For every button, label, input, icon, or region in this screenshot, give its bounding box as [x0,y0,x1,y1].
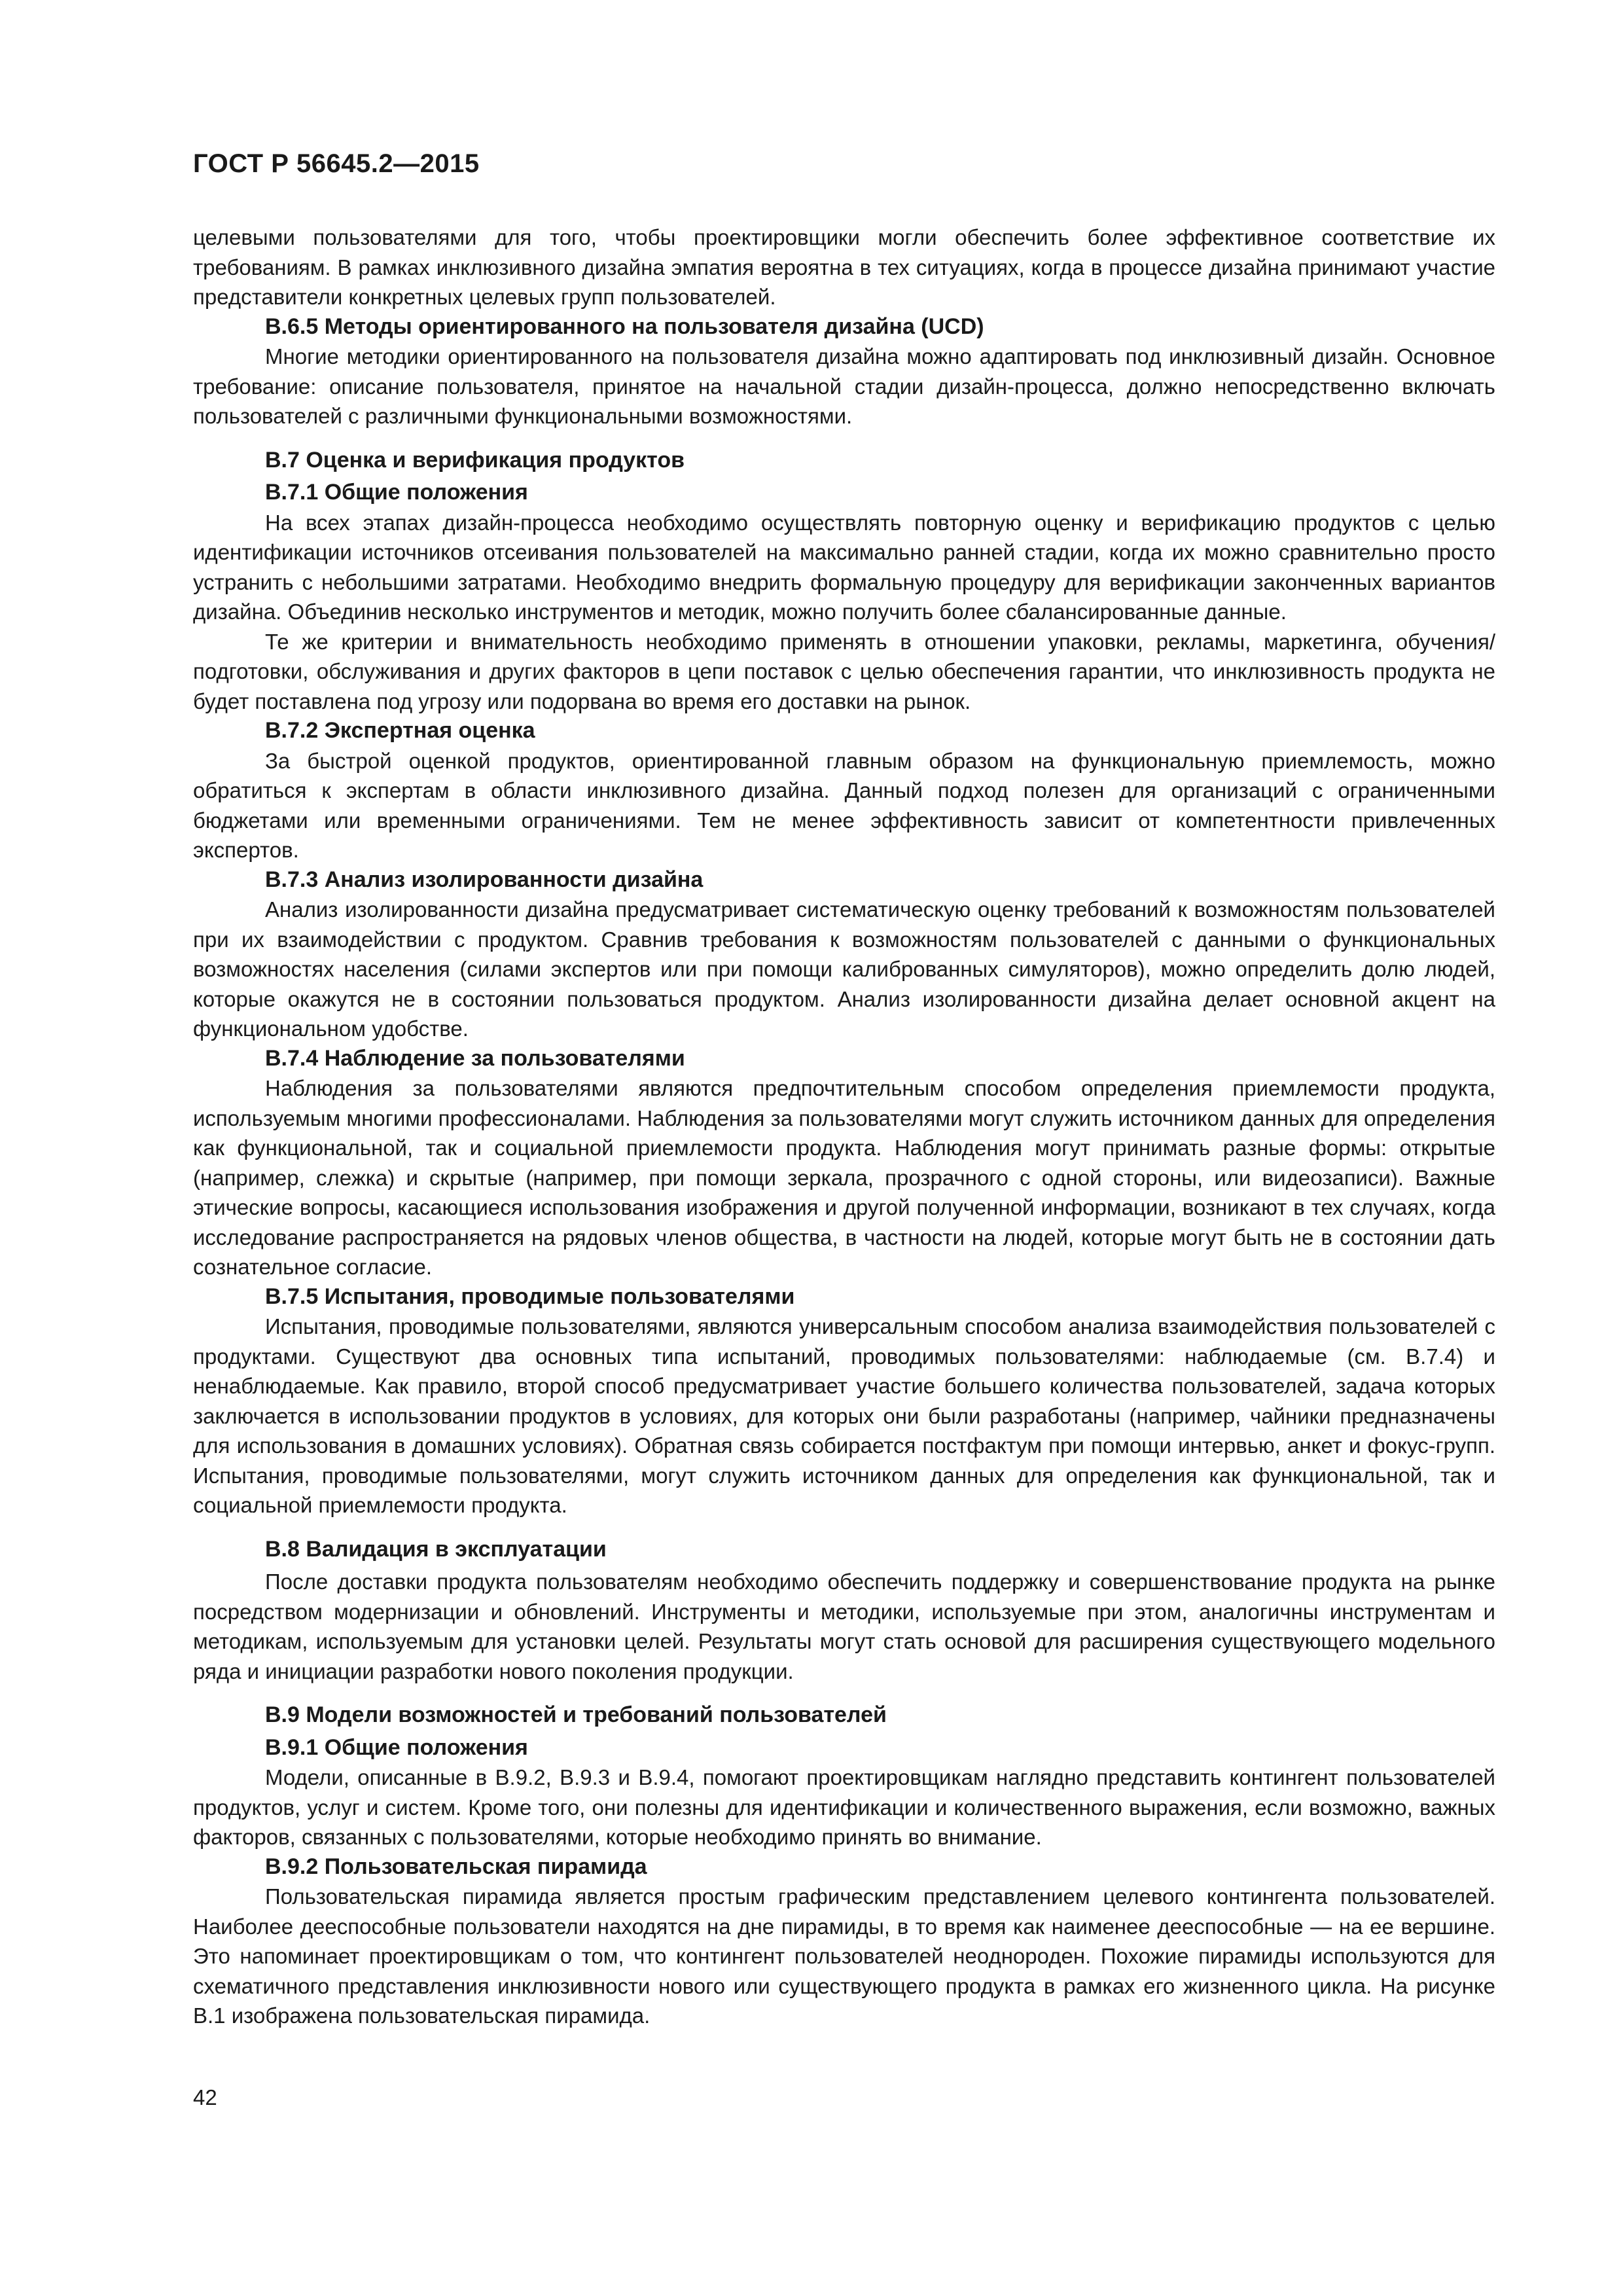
subsection-heading: В.7.2 Экспертная оценка [265,718,535,743]
paragraph: Анализ изолированности дизайна предусматривает систематическую оценку требований к возможностям пользователей при их взаимодействии с продуктом. Сравнив требования к возможностям пользователей с данными о функциональных возможностях населения (силами экспертов или при помощи калиброванных симуляторов), можно определить долю людей, которые окажутся не в состоянии пользоваться продуктом. Анализ изолированности дизайна делает основной акцент на функциональном удобстве. [193,897,1495,1041]
subsection-heading: В.7.1 Общие положения [265,480,528,505]
page-number: 42 [193,2085,217,2109]
subsection-heading: В.9.2 Пользовательская пирамида [265,1854,647,1879]
document-body [193,223,1495,2031]
paragraph: целевыми пользователями для того, чтобы проектировщики могли обеспечить более эффективное соответствие их требованиям. В рамках инклюзивного дизайна эмпатия вероятна в тех ситуациях, когда в процессе дизайна принимают участие представители конкретных целевых групп пользователей. [193,225,1495,309]
paragraph: Многие методики ориентированного на пользователя дизайна можно адаптировать под инклюзивный дизайн. Основное требование: описание пользователя, принятое на начальной стадии дизайн-процесса, должно непосредственно включать пользователей с различными функциональными возможностями. [193,344,1495,428]
paragraph: На всех этапах дизайн-процесса необходимо осуществлять повторную оценку и верификацию продуктов с целью идентификации источников отсеивания пользователей на максимально ранней стадии, когда их можно сравнительно просто устранить с небольшими затратами. Необходимо внедрить формальную процедуру для верификации законченных вариантов дизайна. Объединив несколько инструментов и методик, можно получить более сбалансированные данные. [193,510,1495,624]
subsection-heading: В.7.4 Наблюдение за пользователями [265,1045,685,1071]
subsection-heading: В.9.1 Общие положения [265,1734,528,1760]
paragraph: Те же критерии и внимательность необходимо применять в отношении упаковки, рекламы, маркетинга, обучения/подготовки, обслуживания и других факторов в цепи поставок с целью обеспечения гарантии, что инклюзивность продукта не будет поставлена под угрозу или подорвана во время его доставки на рынок. [193,629,1495,713]
paragraph: Пользовательская пирамида является простым графическим представлением целевого контингента пользователей. Наиболее дееспособные пользователи находятся на дне пирамиды, в то время как наименее дееспособные — на ее вершине. Это напоминает проектировщикам о том, что контингент пользователей неоднороден. Похожие пирамиды используются для схематичного представления инклюзивности нового или существующего продукта в рамках его жизненного цикла. На рисунке В.1 изображена пользовательская пирамида. [193,1884,1495,2028]
subsection-heading: В.7.3 Анализ изолированности дизайна [265,867,704,892]
subsection-heading: B.6.5 Методы ориентированного на пользователя дизайна (UCD) [265,314,984,339]
subsection-heading: В.7.5 Испытания, проводимые пользователями [265,1283,795,1309]
section-heading: В.7 Оценка и верификация продуктов [265,447,685,473]
section-heading: В.9 Модели возможностей и требований пользователей [265,1702,887,1727]
paragraph: За быстрой оценкой продуктов, ориентированной главным образом на функциональную приемлемость, можно обратиться к экспертам в области инклюзивного дизайна. Данный подход полезен для организаций с ограниченными бюджетами или временными ограничениями. Тем не менее эффективность зависит от компетентности привлеченных экспертов. [193,748,1495,862]
paragraph: После доставки продукта пользователям необходимо обеспечить поддержку и совершенствование продукта на рынке посредством модернизации и обновлений. Инструменты и методики, используемые при этом, аналогичны инструментам и методикам, используемым для установки целей. Результаты могут стать основой для расширения существующего модельного ряда и инициации разработки нового поколения продукции. [193,1570,1495,1683]
document-header: ГОСТ Р 56645.2—2015 [193,149,480,178]
section-heading: В.8 Валидация в эксплуатации [265,1536,607,1562]
paragraph: Наблюдения за пользователями являются предпочтительным способом определения приемлемости продукта, используемым многими профессионалами. Наблюдения за пользователями могут служить источником данных для определения как функциональной, так и социальной приемлемости продукта. Наблюдения могут принимать разные формы: открытые (например, слежка) и скрытые (например, при помощи зеркала, прозрачного с одной стороны, или видеозаписи). Важные этические вопросы, касающиеся использования изображения и другой полученной информации, возникают в тех случаях, когда исследование распространяется на рядовых членов общества, в частности на людей, которые могут быть не в состоянии дать сознательное согласие. [193,1076,1495,1279]
paragraph: Испытания, проводимые пользователями, являются универсальным способом анализа взаимодействия пользователей с продуктами. Существуют два основных типа испытаний, проводимых пользователями: наблюдаемые (см. В.7.4) и ненаблюдаемые. Как правило, второй способ предусматривает участие большего количества пользователей, задача которых заключается в использовании продуктов в условиях, для которых они были разработаны (например, чайники предназначены для использования в домашних условиях). Обратная связь собирается постфактум при помощи интервью, анкет и фокус-групп. Испытания, проводимые пользователями, могут служить источником данных для определения как функциональной, так и социальной приемлемости продукта. [193,1314,1495,1517]
paragraph: Модели, описанные в В.9.2, В.9.3 и В.9.4, помогают проектировщикам наглядно представить контингент пользователей продуктов, услуг и систем. Кроме того, они полезны для идентификации и количественного выражения, если возможно, важных факторов, связанных с пользователями, которые необходимо принять во внимание. [193,1765,1495,1849]
